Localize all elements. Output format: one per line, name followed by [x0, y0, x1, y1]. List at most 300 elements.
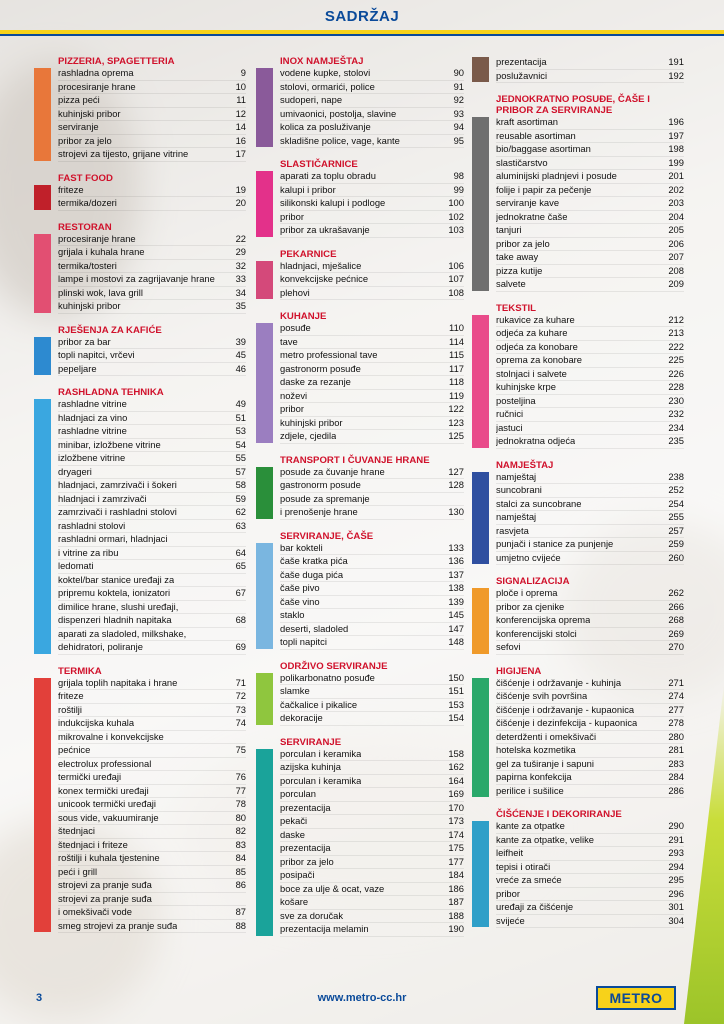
- toc-entry[interactable]: [280, 211, 464, 225]
- toc-entry[interactable]: [280, 336, 464, 350]
- toc-entry[interactable]: [58, 493, 246, 507]
- toc-entry[interactable]: [496, 498, 684, 512]
- entry-label: salvete: [496, 278, 526, 289]
- entry-page-number: 103: [448, 224, 464, 235]
- entry-page-number: 98: [453, 170, 464, 181]
- entry-page-number: 35: [235, 300, 246, 311]
- toc-entry[interactable]: [496, 915, 684, 929]
- toc-section: [256, 159, 464, 238]
- entry-page-number: 72: [235, 690, 246, 701]
- entry-label: termika/tosteri: [58, 259, 117, 271]
- entry-page-number: 125: [448, 430, 464, 441]
- section-title: RASHLADNA TEHNIKA: [58, 387, 164, 398]
- entry-page-number: 304: [668, 914, 684, 926]
- toc-entry[interactable]: [496, 197, 684, 211]
- toc-entry[interactable]: [280, 94, 464, 108]
- toc-entry[interactable]: [496, 184, 684, 198]
- entry-page-number: 213: [668, 327, 684, 338]
- toc-entry[interactable]: [280, 923, 464, 937]
- entry-page-number: 53: [235, 425, 246, 436]
- toc-entry[interactable]: [58, 349, 246, 363]
- entry-label: papirna konfekcija: [496, 771, 572, 782]
- toc-entry[interactable]: [496, 484, 684, 498]
- toc-entry[interactable]: [280, 542, 464, 556]
- toc-entry[interactable]: [280, 815, 464, 829]
- entry-page-number: 198: [668, 143, 684, 154]
- entry-label: posteljina: [496, 394, 536, 406]
- toc-entry[interactable]: [280, 883, 464, 897]
- toc-entry[interactable]: [280, 197, 464, 211]
- entry-label: pribor za jelo: [496, 237, 550, 249]
- entry-page-number: 117: [449, 362, 464, 374]
- entry-label: poslužavnici: [496, 69, 548, 81]
- toc-entry[interactable]: [58, 812, 246, 826]
- toc-entry[interactable]: [496, 327, 684, 341]
- section-body: [256, 322, 464, 444]
- toc-entry[interactable]: [280, 802, 464, 816]
- page-title: SADRŽAJ: [324, 8, 400, 25]
- entry-page-number: 86: [235, 879, 246, 890]
- toc-entry[interactable]: [58, 731, 246, 745]
- toc-entry[interactable]: [496, 408, 684, 422]
- toc-entry[interactable]: [496, 601, 684, 615]
- section-color-bar: [34, 678, 51, 933]
- toc-entry[interactable]: [280, 135, 464, 149]
- entry-label: bar kokteli: [280, 541, 323, 553]
- entry-page-number: 58: [235, 479, 246, 490]
- entry-label: čaše vino: [280, 595, 320, 607]
- toc-entry[interactable]: [58, 466, 246, 480]
- toc-entry[interactable]: [496, 265, 684, 279]
- section-color-bar: [256, 261, 273, 300]
- entry-page-number: 154: [448, 712, 464, 723]
- entry-label: koktel/bar stanice uređaji za: [58, 573, 175, 585]
- toc-entry[interactable]: [58, 246, 246, 260]
- entry-label: pepeljare: [58, 362, 97, 374]
- section-body: [34, 336, 246, 377]
- toc-entry[interactable]: [280, 466, 464, 480]
- toc-section: [256, 249, 464, 301]
- entry-label: rashladna oprema: [58, 67, 134, 78]
- toc-entry[interactable]: [280, 67, 464, 81]
- toc-entry[interactable]: [496, 538, 684, 552]
- toc-entry[interactable]: [280, 81, 464, 95]
- entry-page-number: 269: [668, 627, 684, 639]
- toc-entry[interactable]: [496, 587, 684, 601]
- toc-entry[interactable]: [58, 81, 246, 95]
- toc-entry[interactable]: [496, 834, 684, 848]
- toc-entry[interactable]: [58, 744, 246, 758]
- toc-entry[interactable]: [280, 493, 464, 507]
- entry-page-number: 128: [448, 479, 464, 490]
- section-body: [256, 748, 464, 937]
- entry-page-number: 145: [448, 609, 464, 620]
- toc-entry[interactable]: [496, 785, 684, 799]
- entry-page-number: 150: [448, 671, 464, 683]
- entry-page-number: 137: [448, 568, 464, 580]
- toc-entry[interactable]: [496, 116, 684, 130]
- toc-entry[interactable]: [280, 842, 464, 856]
- section-title: SLASTIČARNICE: [280, 159, 358, 170]
- entry-page-number: 162: [448, 761, 464, 772]
- entry-label: prezentacija: [280, 801, 331, 813]
- entry-label: posipači: [280, 869, 315, 880]
- toc-entry[interactable]: [496, 511, 684, 525]
- website-link[interactable]: www.metro-cc.hr: [317, 992, 407, 1004]
- toc-entry[interactable]: [280, 569, 464, 583]
- toc-entry[interactable]: [58, 425, 246, 439]
- entry-page-number: 277: [668, 703, 684, 715]
- entry-label: čaše pivo: [280, 582, 320, 593]
- toc-entry[interactable]: [58, 547, 246, 561]
- toc-entry[interactable]: [496, 758, 684, 772]
- entry-label: noževi: [280, 389, 308, 401]
- toc-entry[interactable]: [280, 417, 464, 431]
- toc-entry[interactable]: [496, 820, 684, 834]
- toc-entry[interactable]: [496, 888, 684, 902]
- toc-entry[interactable]: [58, 628, 246, 642]
- toc-entry[interactable]: [280, 506, 464, 520]
- toc-entry[interactable]: [58, 893, 246, 907]
- section-body: [472, 587, 684, 655]
- entry-page-number: 9: [240, 67, 246, 78]
- entry-page-number: 270: [668, 641, 684, 652]
- entry-label: plinski wok, lava grill: [58, 286, 143, 298]
- toc-entry[interactable]: [280, 121, 464, 135]
- section-body: [472, 314, 684, 449]
- entry-label: porculan i keramika: [280, 774, 362, 786]
- toc-entry[interactable]: [280, 623, 464, 637]
- toc-entry[interactable]: [280, 775, 464, 789]
- toc-entry[interactable]: [58, 866, 246, 880]
- toc-entry[interactable]: [280, 403, 464, 417]
- entry-label: hladnjaci, mješalice: [280, 259, 362, 271]
- entry-label: kuhinjski pribor: [58, 300, 121, 311]
- entry-label: boce za ulje & ocat, vaze: [280, 882, 385, 894]
- toc-entry[interactable]: [496, 278, 684, 292]
- entry-page-number: 271: [668, 676, 684, 688]
- toc-section: [472, 303, 684, 449]
- toc-entry[interactable]: [280, 108, 464, 122]
- toc-entry[interactable]: [280, 479, 464, 493]
- toc-entry[interactable]: [58, 273, 246, 287]
- entry-label: gastronorm posude: [280, 479, 361, 490]
- toc-entry[interactable]: [58, 67, 246, 81]
- toc-entry[interactable]: [58, 336, 246, 350]
- entry-label: ručnici: [496, 408, 524, 419]
- toc-entry[interactable]: [58, 641, 246, 655]
- toc-entry[interactable]: [496, 690, 684, 704]
- entry-label: umjetno cvijeće: [496, 551, 561, 563]
- toc-entry[interactable]: [58, 798, 246, 812]
- toc-entry[interactable]: [496, 901, 684, 915]
- entry-page-number: 68: [235, 614, 246, 625]
- toc-section: [34, 666, 246, 934]
- section-title: SERVIRANJE, ČAŠE: [280, 530, 374, 542]
- entry-page-number: 296: [668, 887, 684, 899]
- toc-entry[interactable]: [496, 211, 684, 225]
- toc-section: [256, 311, 464, 444]
- toc-entry[interactable]: [58, 601, 246, 615]
- entry-page-number: 147: [448, 622, 464, 634]
- entry-page-number: 32: [235, 259, 246, 271]
- entry-label: tepisi i otirači: [496, 860, 551, 872]
- toc-entry[interactable]: [58, 704, 246, 718]
- toc-entry[interactable]: [58, 439, 246, 453]
- entry-page-number: 173: [448, 815, 464, 826]
- toc-entry[interactable]: [58, 452, 246, 466]
- toc-entry[interactable]: [280, 349, 464, 363]
- entry-label: aparati za sladoled, milkshake,: [58, 627, 187, 639]
- section-color-bar: [256, 323, 273, 443]
- entry-page-number: 39: [235, 335, 246, 347]
- entry-page-number: 73: [235, 703, 246, 715]
- entry-label: čaše kratka pića: [280, 555, 348, 566]
- toc-entry[interactable]: [58, 677, 246, 691]
- toc-entry[interactable]: [58, 108, 246, 122]
- toc-entry[interactable]: [58, 879, 246, 893]
- toc-entry[interactable]: [496, 251, 684, 265]
- section-title: RJEŠENJA ZA KAFIĆE: [58, 324, 162, 336]
- toc-entry[interactable]: [496, 614, 684, 628]
- entry-page-number: 34: [235, 286, 246, 298]
- entry-page-number: 78: [235, 798, 246, 809]
- toc-entry[interactable]: [280, 609, 464, 623]
- entry-label: pekači: [280, 815, 308, 826]
- toc-entry[interactable]: [58, 233, 246, 247]
- section-body: [256, 260, 464, 301]
- toc-entry[interactable]: [496, 56, 684, 70]
- toc-entry[interactable]: [280, 856, 464, 870]
- toc-entry[interactable]: [280, 184, 464, 198]
- section-body: [472, 56, 684, 83]
- entry-label: namještaj: [496, 511, 537, 522]
- toc-entry[interactable]: [496, 874, 684, 888]
- entry-label: termički uređaji: [58, 771, 122, 782]
- toc-entry[interactable]: [280, 273, 464, 287]
- toc-entry[interactable]: [280, 287, 464, 301]
- toc-entry[interactable]: [496, 861, 684, 875]
- toc-entry[interactable]: [58, 184, 246, 198]
- toc-entry[interactable]: [280, 761, 464, 775]
- toc-entry[interactable]: [58, 717, 246, 731]
- section-title: PEKARNICE: [280, 248, 337, 260]
- section-color-bar: [256, 543, 273, 649]
- toc-entry[interactable]: [58, 574, 246, 588]
- toc-entry[interactable]: [280, 910, 464, 924]
- toc-entry[interactable]: [496, 314, 684, 328]
- toc-entry[interactable]: [496, 471, 684, 485]
- toc-entry[interactable]: [496, 525, 684, 539]
- toc-section: [256, 56, 464, 148]
- toc-entry[interactable]: [496, 238, 684, 252]
- entry-page-number: 158: [448, 747, 464, 759]
- toc-entry[interactable]: [58, 852, 246, 866]
- section-color-bar: [34, 68, 51, 161]
- toc-entry[interactable]: [58, 533, 246, 547]
- entry-label: tanjuri: [496, 224, 522, 235]
- toc-entry[interactable]: [58, 520, 246, 534]
- toc-entry[interactable]: [496, 552, 684, 566]
- toc-entry[interactable]: [58, 412, 246, 426]
- entry-label: procesiranje hrane: [58, 80, 136, 92]
- toc-entry[interactable]: [496, 422, 684, 436]
- entry-label: termika/dozeri: [58, 197, 117, 208]
- entry-page-number: 174: [448, 828, 464, 840]
- toc-entry[interactable]: [280, 555, 464, 569]
- entry-label: peći i grill: [58, 865, 98, 877]
- entry-page-number: 254: [668, 497, 684, 509]
- toc-entry[interactable]: [58, 363, 246, 377]
- toc-entry[interactable]: [58, 479, 246, 493]
- toc-entry[interactable]: [496, 641, 684, 655]
- toc-entry[interactable]: [58, 825, 246, 839]
- entry-label: pribor za jelo: [280, 855, 334, 867]
- toc-entry[interactable]: [58, 398, 246, 412]
- toc-entry[interactable]: [58, 260, 246, 274]
- entry-label: aluminijski pladnjevi i posude: [496, 170, 617, 181]
- entry-page-number: 225: [668, 354, 684, 365]
- section-body: [256, 67, 464, 148]
- toc-entry[interactable]: [280, 788, 464, 802]
- entry-page-number: 188: [448, 909, 464, 921]
- entry-page-number: 252: [668, 484, 684, 495]
- entry-label: pribor za jelo: [58, 134, 112, 146]
- toc-entry[interactable]: [280, 260, 464, 274]
- toc-entry[interactable]: [58, 287, 246, 301]
- toc-entry[interactable]: [58, 135, 246, 149]
- entry-label: skladišne police, vage, kante: [280, 134, 400, 146]
- toc-entry[interactable]: [280, 170, 464, 184]
- section-color-bar: [472, 57, 489, 82]
- toc-entry[interactable]: [496, 143, 684, 157]
- entry-label: bio/baggase asortiman: [496, 143, 591, 154]
- toc-entry[interactable]: [58, 197, 246, 211]
- toc-entry[interactable]: [58, 771, 246, 785]
- entry-page-number: 123: [448, 416, 464, 428]
- entry-label: grijala i kuhala hrane: [58, 246, 145, 257]
- toc-entry[interactable]: [280, 390, 464, 404]
- toc-entry[interactable]: [496, 130, 684, 144]
- entry-page-number: 92: [453, 94, 464, 105]
- toc-entry[interactable]: [280, 224, 464, 238]
- toc-entry[interactable]: [280, 376, 464, 390]
- toc-entry[interactable]: [496, 744, 684, 758]
- toc-entry[interactable]: [496, 731, 684, 745]
- toc-entry[interactable]: [58, 690, 246, 704]
- entry-page-number: 274: [668, 690, 684, 701]
- entry-label: strojevi za pranje suđa: [58, 892, 152, 904]
- toc-entry[interactable]: [280, 829, 464, 843]
- toc-entry[interactable]: [280, 363, 464, 377]
- toc-entry[interactable]: [58, 614, 246, 628]
- entry-label: rashladne vitrine: [58, 398, 127, 409]
- toc-entry[interactable]: [58, 758, 246, 772]
- entry-page-number: 199: [668, 156, 684, 168]
- toc-entry[interactable]: [496, 341, 684, 355]
- toc-entry[interactable]: [58, 121, 246, 135]
- entry-page-number: 286: [668, 784, 684, 796]
- entry-page-number: 204: [668, 210, 684, 222]
- toc-entry[interactable]: [496, 847, 684, 861]
- toc-entry[interactable]: [280, 748, 464, 762]
- entry-label: uređaji za čišćenje: [496, 901, 574, 912]
- entry-page-number: 280: [668, 730, 684, 742]
- toc-entry[interactable]: [496, 354, 684, 368]
- toc-entry[interactable]: [496, 677, 684, 691]
- toc-entry[interactable]: [58, 587, 246, 601]
- toc-entry[interactable]: [280, 636, 464, 650]
- toc-entry[interactable]: [496, 717, 684, 731]
- section-title: INOX NAMJEŠTAJ: [280, 56, 364, 67]
- toc-entry[interactable]: [280, 869, 464, 883]
- toc-entry[interactable]: [58, 920, 246, 934]
- toc-entry[interactable]: [58, 94, 246, 108]
- entry-label: konex termički uređaji: [58, 784, 149, 796]
- entry-label: plehovi: [280, 286, 310, 298]
- toc-entry[interactable]: [496, 157, 684, 171]
- toc-entry[interactable]: [496, 704, 684, 718]
- section-title: RESTORAN: [58, 221, 112, 233]
- entry-page-number: 63: [235, 519, 246, 531]
- toc-entry[interactable]: [58, 839, 246, 853]
- toc-entry[interactable]: [496, 771, 684, 785]
- entry-page-number: 76: [235, 771, 246, 782]
- toc-entry[interactable]: [280, 712, 464, 726]
- toc-entry[interactable]: [58, 148, 246, 162]
- entry-label: pribor za bar: [58, 335, 111, 347]
- toc-entry[interactable]: [496, 224, 684, 238]
- entry-page-number: [440, 493, 464, 506]
- toc-entry[interactable]: [496, 395, 684, 409]
- toc-entry[interactable]: [58, 300, 246, 314]
- toc-entry[interactable]: [58, 560, 246, 574]
- toc-entry[interactable]: [496, 381, 684, 395]
- toc-entry[interactable]: [280, 672, 464, 686]
- entry-label: metro professional tave: [280, 349, 378, 360]
- entry-label: pripremu koktela, ionizatori: [58, 587, 171, 598]
- toc-entry[interactable]: [280, 322, 464, 336]
- entry-label: grijala toplih napitaka i hrane: [58, 676, 178, 688]
- toc-entry[interactable]: [496, 170, 684, 184]
- entry-page-number: 106: [448, 259, 464, 271]
- entry-label: posude za čuvanje hrane: [280, 465, 385, 477]
- toc-entry[interactable]: [496, 628, 684, 642]
- toc-entry[interactable]: [496, 368, 684, 382]
- toc-entry[interactable]: [280, 685, 464, 699]
- entry-page-number: [222, 628, 246, 641]
- entry-page-number: 138: [448, 582, 464, 593]
- entry-label: slamke: [280, 685, 310, 696]
- toc-entry[interactable]: [280, 430, 464, 444]
- toc-entry[interactable]: [58, 506, 246, 520]
- entry-label: kuhinjski pribor: [58, 107, 121, 119]
- toc-entry[interactable]: [58, 785, 246, 799]
- toc-section: [34, 325, 246, 377]
- toc-entry[interactable]: [496, 435, 684, 449]
- section-title: SIGNALIZACIJA: [496, 576, 570, 587]
- toc-entry[interactable]: [496, 70, 684, 84]
- toc-entry[interactable]: [280, 699, 464, 713]
- entry-page-number: 114: [449, 335, 464, 347]
- entry-label: deterdženti i omekšivači: [496, 730, 597, 742]
- toc-entry[interactable]: [280, 896, 464, 910]
- toc-entry[interactable]: [58, 906, 246, 920]
- toc-section: [34, 173, 246, 211]
- entry-page-number: [222, 758, 246, 771]
- toc-entry[interactable]: [280, 582, 464, 596]
- toc-entry[interactable]: [280, 596, 464, 610]
